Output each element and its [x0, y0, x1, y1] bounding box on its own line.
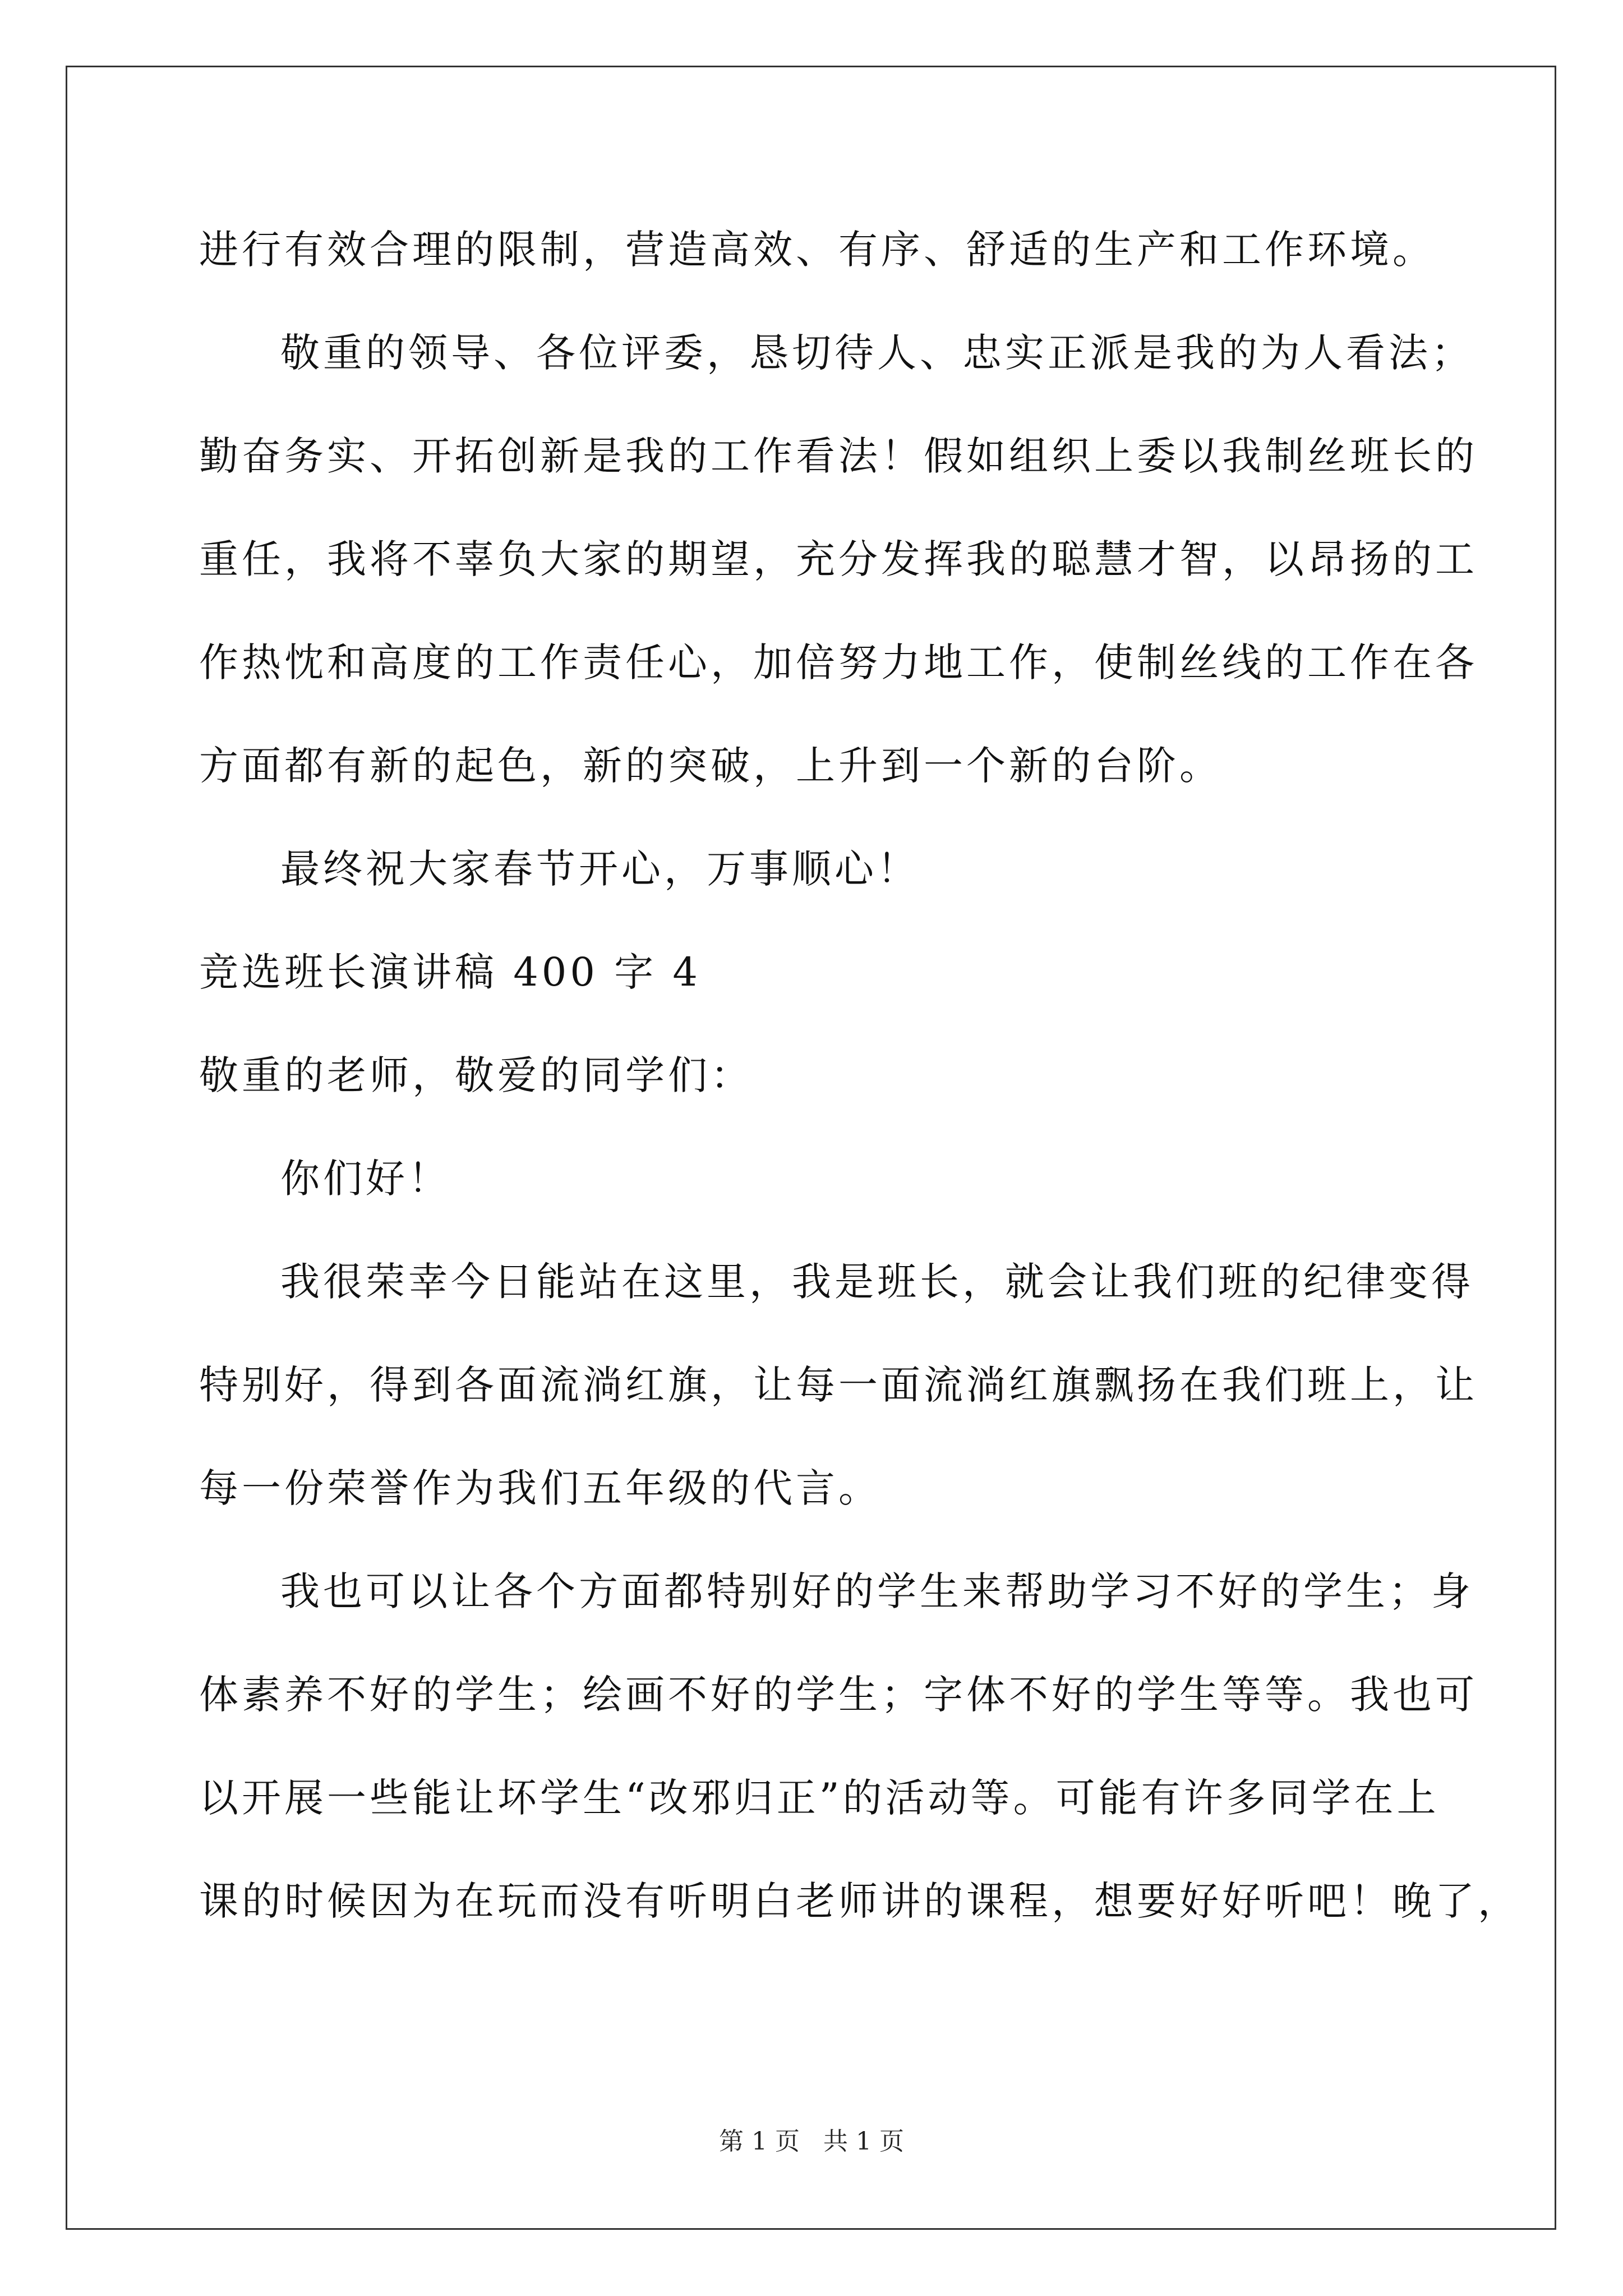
page-number-total: 共 1 页	[823, 2127, 904, 2156]
page-number-current: 第 1 页	[719, 2127, 800, 2156]
greeting: 你们好！	[280, 1156, 451, 1202]
text-line: 最终祝大家春节开心，万事顺心！	[280, 846, 920, 892]
text-line: 课的时候因为在玩而没有听明白老师讲的课程，想要好好听吧！晚了，	[199, 1878, 1520, 1924]
text-line: 敬重的领导、各位评委，恳切待人、忠实正派是我的为人看法；	[280, 330, 1474, 376]
page-footer	[0, 2125, 1623, 2159]
salutation: 敬重的老师，敬爱的同学们：	[199, 1052, 753, 1098]
text-line: 以开展一些能让坏学生“改邪归正”的活动等。可能有许多同学在上	[199, 1775, 1440, 1821]
text-line: 每一份荣誉作为我们五年级的代言。	[199, 1465, 881, 1511]
text-line: 体素养不好的学生；绘画不好的学生；字体不好的学生等等。我也可	[199, 1672, 1478, 1718]
text-line: 进行有效合理的限制，营造高效、有序、舒适的生产和工作环境。	[199, 227, 1435, 273]
text-line: 方面都有新的起色，新的突破，上升到一个新的台阶。	[199, 743, 1222, 789]
text-line: 勤奋务实、开拓创新是我的工作看法！假如组织上委以我制丝班长的	[199, 433, 1478, 479]
text-line: 特别好，得到各面流淌红旗，让每一面流淌红旗飘扬在我们班上，让	[199, 1362, 1478, 1408]
section-heading: 竞选班长演讲稿 400 字 4	[199, 949, 701, 995]
text-line: 我也可以让各个方面都特别好的学生来帮助学习不好的学生；身	[280, 1568, 1474, 1614]
text-line: 作热忱和高度的工作责任心，加倍努力地工作，使制丝线的工作在各	[199, 639, 1478, 685]
text-line: 我很荣幸今日能站在这里，我是班长，就会让我们班的纪律变得	[280, 1259, 1474, 1305]
text-line: 重任，我将不辜负大家的期望，充分发挥我的聪慧才智，以昂扬的工	[199, 536, 1478, 582]
